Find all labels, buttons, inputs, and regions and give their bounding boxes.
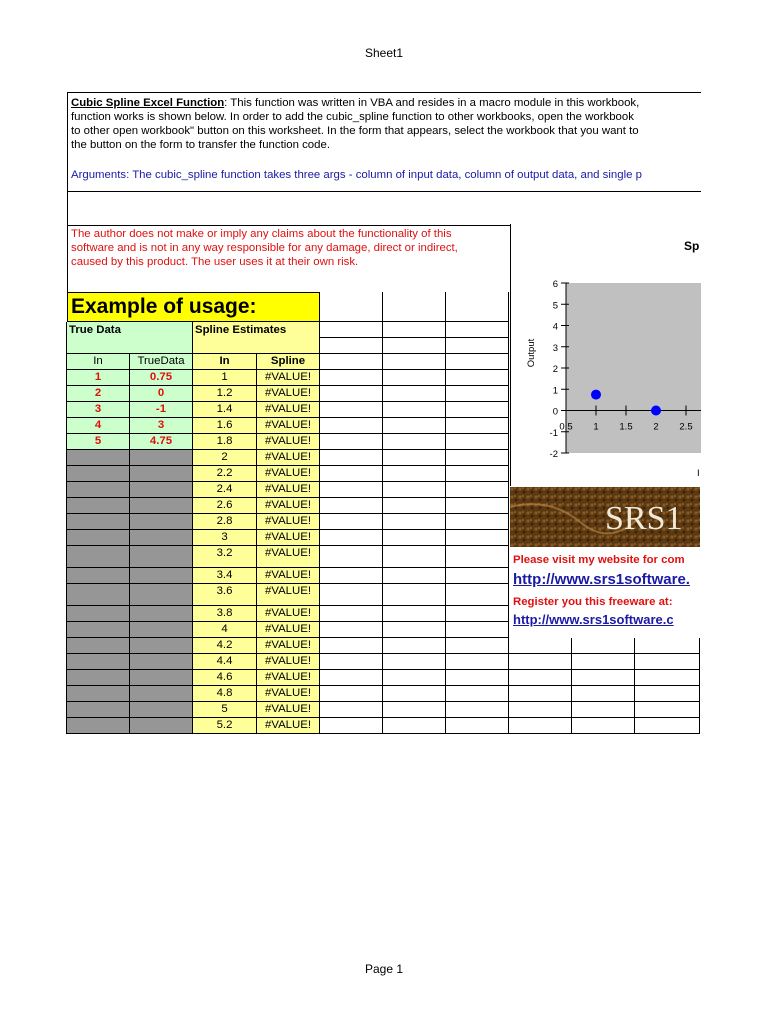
website-prompt: Please visit my website for com xyxy=(513,554,685,566)
empty-gray-cell[interactable] xyxy=(130,638,193,654)
grid-cell[interactable] xyxy=(383,718,446,734)
empty-gray-cell[interactable] xyxy=(130,718,193,734)
true-data-value[interactable]: -1 xyxy=(130,402,193,418)
y-tick-label: 2 xyxy=(552,364,558,375)
description-block xyxy=(67,92,701,226)
empty-gray-cell[interactable] xyxy=(67,718,130,734)
grid-cell[interactable] xyxy=(509,686,572,702)
grid-cell[interactable] xyxy=(446,568,509,584)
disclaimer-line-1: The author does not make or imply any claims about the functionality of this xyxy=(71,228,452,240)
spline-input[interactable]: 3.2 xyxy=(193,546,257,568)
grid-cell[interactable] xyxy=(383,686,446,702)
grid-cell[interactable] xyxy=(383,322,446,338)
spline-input[interactable]: 3.8 xyxy=(193,606,257,622)
chart-svg xyxy=(511,224,701,486)
page-number: Page 1 xyxy=(364,962,404,976)
grid-cell[interactable] xyxy=(320,338,383,354)
grid-cell[interactable] xyxy=(320,670,383,686)
grid-cell[interactable] xyxy=(446,466,509,482)
disclaimer-line-3: caused by this product. The user uses it at their own risk. xyxy=(71,256,359,268)
empty-gray-cell[interactable] xyxy=(67,450,130,466)
grid-cell[interactable] xyxy=(446,530,509,546)
empty-gray-cell[interactable] xyxy=(130,702,193,718)
grid-cell[interactable] xyxy=(635,686,700,702)
grid-cell[interactable] xyxy=(320,718,383,734)
grid-cell[interactable] xyxy=(320,584,383,606)
spline-input[interactable]: 2 xyxy=(193,450,257,466)
grid-cell[interactable] xyxy=(383,530,446,546)
grid-cell[interactable] xyxy=(446,654,509,670)
banner-text: SRS1 xyxy=(605,500,683,537)
y-tick-label: -2 xyxy=(549,449,558,460)
grid-cell[interactable] xyxy=(572,718,635,734)
grid-cell[interactable] xyxy=(446,370,509,386)
true-data-in[interactable]: 4 xyxy=(67,418,130,434)
true-data-in[interactable]: 5 xyxy=(67,434,130,450)
spline-output[interactable]: #VALUE! xyxy=(257,638,320,654)
spline-output[interactable]: #VALUE! xyxy=(257,482,320,498)
spline-input[interactable]: 3 xyxy=(193,530,257,546)
spline-input[interactable]: 1 xyxy=(193,370,257,386)
empty-gray-cell[interactable] xyxy=(67,654,130,670)
x-tick-label: 1 xyxy=(593,421,599,433)
x-tick-label: 2.5 xyxy=(679,421,693,433)
register-link[interactable]: http://www.srs1software.c xyxy=(513,612,674,627)
grid-cell[interactable] xyxy=(383,370,446,386)
empty-gray-cell[interactable] xyxy=(130,546,193,568)
grid-cell[interactable] xyxy=(446,638,509,654)
empty-gray-cell[interactable] xyxy=(67,466,130,482)
grid-cell[interactable] xyxy=(320,514,383,530)
disclaimer xyxy=(67,224,510,292)
grid-cell[interactable] xyxy=(635,718,700,734)
grid-cell[interactable] xyxy=(320,702,383,718)
grid-cell[interactable] xyxy=(446,686,509,702)
grid-cell[interactable] xyxy=(446,514,509,530)
grid-cell[interactable] xyxy=(446,606,509,622)
grid-cell[interactable] xyxy=(572,670,635,686)
grid-cell[interactable] xyxy=(383,386,446,402)
description-line-3: to other open workbook" button on this worksheet. In the form that appears, select the workbook that you want to xyxy=(71,125,639,137)
grid-cell[interactable] xyxy=(383,402,446,418)
grid-cell[interactable] xyxy=(446,338,509,354)
x-axis-label: I xyxy=(697,468,700,479)
true-data-value[interactable]: 0.75 xyxy=(130,370,193,386)
grid-cell[interactable] xyxy=(446,402,509,418)
grid-cell[interactable] xyxy=(446,718,509,734)
grid-cell[interactable] xyxy=(446,322,509,338)
grid-cell[interactable] xyxy=(635,638,700,654)
spline-input[interactable]: 2.8 xyxy=(193,514,257,530)
empty-gray-cell[interactable] xyxy=(67,514,130,530)
header-in[interactable]: In xyxy=(67,354,130,370)
empty-gray-cell[interactable] xyxy=(67,530,130,546)
true-data-in[interactable]: 3 xyxy=(67,402,130,418)
example-title: Example of usage: xyxy=(67,292,320,322)
empty-gray-cell[interactable] xyxy=(130,514,193,530)
spline-output[interactable]: #VALUE! xyxy=(257,514,320,530)
grid-cell[interactable] xyxy=(383,354,446,370)
grid-cell[interactable] xyxy=(320,498,383,514)
spline-input[interactable]: 4.6 xyxy=(193,670,257,686)
header-spline[interactable]: Spline xyxy=(257,354,320,370)
description-line-1-text: : This function was written in VBA and resides in a macro module in this workbook, xyxy=(224,97,640,109)
description-line-1 xyxy=(71,96,639,110)
spline-input[interactable]: 5 xyxy=(193,702,257,718)
grid-cell[interactable] xyxy=(320,434,383,450)
grid-cell[interactable] xyxy=(509,702,572,718)
y-tick-label: 1 xyxy=(552,385,558,397)
grid-cell[interactable] xyxy=(383,638,446,654)
grid-cell[interactable] xyxy=(320,322,383,338)
grid-cell[interactable] xyxy=(572,702,635,718)
grid-cell[interactable] xyxy=(572,638,635,654)
spline-input[interactable]: 1.2 xyxy=(193,386,257,402)
empty-gray-cell[interactable] xyxy=(67,686,130,702)
grid-cell[interactable] xyxy=(635,654,700,670)
spline-output[interactable]: #VALUE! xyxy=(257,654,320,670)
grid-cell[interactable] xyxy=(446,670,509,686)
grid-cell[interactable] xyxy=(383,622,446,638)
y-tick-label: 4 xyxy=(552,321,558,333)
arguments-text: Arguments: The cubic_spline function takes three args - column of input data, column of output data, and single p xyxy=(71,169,642,181)
empty-gray-cell[interactable] xyxy=(130,686,193,702)
grid-cell[interactable] xyxy=(383,584,446,606)
empty-gray-cell[interactable] xyxy=(130,530,193,546)
grid-cell[interactable] xyxy=(446,482,509,498)
true-data-label[interactable]: True Data xyxy=(67,322,193,354)
grid-cell[interactable] xyxy=(320,354,383,370)
grid-cell[interactable] xyxy=(383,434,446,450)
banner-image xyxy=(510,487,700,547)
spline-output[interactable]: #VALUE! xyxy=(257,606,320,622)
grid-cell[interactable] xyxy=(383,450,446,466)
row-divider xyxy=(68,191,701,192)
spline-output[interactable]: #VALUE! xyxy=(257,466,320,482)
spline-input[interactable]: 2.4 xyxy=(193,482,257,498)
spline-input[interactable]: 1.6 xyxy=(193,418,257,434)
grid-cell[interactable] xyxy=(509,670,572,686)
spline-input[interactable]: 2.6 xyxy=(193,498,257,514)
true-data-in[interactable]: 2 xyxy=(67,386,130,402)
y-tick-label: -1 xyxy=(549,427,558,439)
x-tick-label: 1.5 xyxy=(619,421,633,433)
grid-cell[interactable] xyxy=(446,434,509,450)
empty-gray-cell[interactable] xyxy=(67,606,130,622)
grid-cell[interactable] xyxy=(635,670,700,686)
spline-input[interactable]: 3.6 xyxy=(193,584,257,606)
header-truedata[interactable]: TrueData xyxy=(130,354,193,370)
x-tick-label: 2 xyxy=(653,421,659,433)
grid-cell[interactable] xyxy=(446,702,509,718)
grid-cell[interactable] xyxy=(320,418,383,434)
grid-cell[interactable] xyxy=(446,292,509,322)
y-tick-label: 0 xyxy=(552,406,558,418)
grid-cell[interactable] xyxy=(383,292,446,322)
grid-cell[interactable] xyxy=(383,654,446,670)
grid-cell[interactable] xyxy=(383,418,446,434)
y-tick-label: 6 xyxy=(552,279,558,290)
grid-cell[interactable] xyxy=(320,402,383,418)
grid-cell[interactable] xyxy=(383,702,446,718)
grid-cell[interactable] xyxy=(446,386,509,402)
empty-gray-cell[interactable] xyxy=(67,638,130,654)
empty-gray-cell[interactable] xyxy=(130,670,193,686)
empty-gray-cell[interactable] xyxy=(67,568,130,584)
grid-cell[interactable] xyxy=(383,514,446,530)
description-title: Cubic Spline Excel Function xyxy=(71,97,225,109)
data-point xyxy=(591,390,601,400)
website-link[interactable]: http://www.srs1software. xyxy=(513,571,690,588)
grid-cell[interactable] xyxy=(635,702,700,718)
grid-cell[interactable] xyxy=(509,638,572,654)
grid-cell[interactable] xyxy=(320,292,383,322)
grid-cell[interactable] xyxy=(572,654,635,670)
grid-cell[interactable] xyxy=(320,654,383,670)
spline-input[interactable]: 2.2 xyxy=(193,466,257,482)
spline-output[interactable]: #VALUE! xyxy=(257,370,320,386)
sheet-title: Sheet1 xyxy=(364,46,404,60)
spline-output[interactable]: #VALUE! xyxy=(257,434,320,450)
empty-gray-cell[interactable] xyxy=(130,482,193,498)
grid-cell[interactable] xyxy=(572,686,635,702)
empty-gray-cell[interactable] xyxy=(130,498,193,514)
spline-output[interactable]: #VALUE! xyxy=(257,584,320,606)
spline-chart xyxy=(510,224,701,486)
register-prompt: Register you this freeware at: xyxy=(513,596,673,608)
spline-input[interactable]: 4 xyxy=(193,622,257,638)
y-tick-label: 3 xyxy=(552,342,558,354)
empty-gray-cell[interactable] xyxy=(130,622,193,638)
empty-gray-cell[interactable] xyxy=(130,584,193,606)
empty-gray-cell[interactable] xyxy=(67,482,130,498)
spline-output[interactable]: #VALUE! xyxy=(257,622,320,638)
grid-cell[interactable] xyxy=(446,622,509,638)
spline-input[interactable]: 4.4 xyxy=(193,654,257,670)
chart-title: Sp xyxy=(684,239,700,253)
spline-input[interactable]: 4.2 xyxy=(193,638,257,654)
spline-output[interactable]: #VALUE! xyxy=(257,418,320,434)
spline-input[interactable]: 4.8 xyxy=(193,686,257,702)
empty-gray-cell[interactable] xyxy=(67,546,130,568)
empty-gray-cell[interactable] xyxy=(130,466,193,482)
grid-cell[interactable] xyxy=(320,606,383,622)
spline-output[interactable]: #VALUE! xyxy=(257,530,320,546)
grid-cell[interactable] xyxy=(383,482,446,498)
grid-cell[interactable] xyxy=(446,354,509,370)
grid-cell[interactable] xyxy=(320,450,383,466)
spline-output[interactable]: #VALUE! xyxy=(257,546,320,568)
data-point xyxy=(651,406,661,416)
description-line-4: the button on the form to transfer the function code. xyxy=(71,139,330,151)
spline-output[interactable]: #VALUE! xyxy=(257,498,320,514)
grid-cell[interactable] xyxy=(383,338,446,354)
grid-cell[interactable] xyxy=(446,498,509,514)
x-tick-label: 0.5 xyxy=(559,421,573,433)
grid-cell[interactable] xyxy=(446,584,509,606)
spline-output[interactable]: #VALUE! xyxy=(257,402,320,418)
y-tick-label: 5 xyxy=(552,300,558,312)
spline-estimates-label[interactable]: Spline Estimates xyxy=(193,322,320,354)
grid-cell[interactable] xyxy=(320,638,383,654)
empty-gray-cell[interactable] xyxy=(130,450,193,466)
grid-cell[interactable] xyxy=(320,622,383,638)
empty-gray-cell[interactable] xyxy=(130,606,193,622)
header-in-spline[interactable]: In xyxy=(193,354,257,370)
grid-cell[interactable] xyxy=(320,530,383,546)
grid-cell[interactable] xyxy=(509,718,572,734)
grid-cell[interactable] xyxy=(383,670,446,686)
true-data-value[interactable]: 3 xyxy=(130,418,193,434)
spline-output[interactable]: #VALUE! xyxy=(257,670,320,686)
spline-input[interactable]: 3.4 xyxy=(193,568,257,584)
grid-cell[interactable] xyxy=(446,546,509,568)
grid-cell[interactable] xyxy=(320,370,383,386)
true-data-value[interactable]: 4.75 xyxy=(130,434,193,450)
grid-cell[interactable] xyxy=(446,450,509,466)
grid-cell[interactable] xyxy=(509,654,572,670)
grid-cell[interactable] xyxy=(320,568,383,584)
disclaimer-line-2: software and is not in any way responsible for any damage, direct or indirect, xyxy=(71,242,458,254)
spline-output[interactable]: #VALUE! xyxy=(257,686,320,702)
true-data-in[interactable]: 1 xyxy=(67,370,130,386)
spline-input[interactable]: 1.8 xyxy=(193,434,257,450)
grid-left-border xyxy=(66,322,67,734)
empty-gray-cell[interactable] xyxy=(67,670,130,686)
spline-output[interactable]: #VALUE! xyxy=(257,568,320,584)
grid-cell[interactable] xyxy=(320,546,383,568)
spline-output[interactable]: #VALUE! xyxy=(257,386,320,402)
spline-output[interactable]: #VALUE! xyxy=(257,718,320,734)
y-axis-label: Output xyxy=(526,338,537,368)
empty-gray-cell[interactable] xyxy=(67,584,130,606)
grid-cell[interactable] xyxy=(383,466,446,482)
grid-cell[interactable] xyxy=(320,482,383,498)
empty-gray-cell[interactable] xyxy=(67,622,130,638)
grid-cell[interactable] xyxy=(320,386,383,402)
grid-cell[interactable] xyxy=(320,466,383,482)
grid-cell[interactable] xyxy=(383,546,446,568)
spline-output[interactable]: #VALUE! xyxy=(257,702,320,718)
empty-gray-cell[interactable] xyxy=(130,654,193,670)
grid-cell[interactable] xyxy=(383,568,446,584)
grid-cell[interactable] xyxy=(446,418,509,434)
true-data-value[interactable]: 0 xyxy=(130,386,193,402)
empty-gray-cell[interactable] xyxy=(67,498,130,514)
spline-input[interactable]: 1.4 xyxy=(193,402,257,418)
empty-gray-cell[interactable] xyxy=(67,702,130,718)
grid-cell[interactable] xyxy=(383,498,446,514)
grid-cell[interactable] xyxy=(383,606,446,622)
spline-input[interactable]: 5.2 xyxy=(193,718,257,734)
srs1-banner xyxy=(510,487,700,547)
grid-cell[interactable] xyxy=(320,686,383,702)
empty-gray-cell[interactable] xyxy=(130,568,193,584)
description-line-2: function works is shown below. In order to add the cubic_spline function to other workbooks, open the workbook xyxy=(71,111,634,123)
spline-output[interactable]: #VALUE! xyxy=(257,450,320,466)
